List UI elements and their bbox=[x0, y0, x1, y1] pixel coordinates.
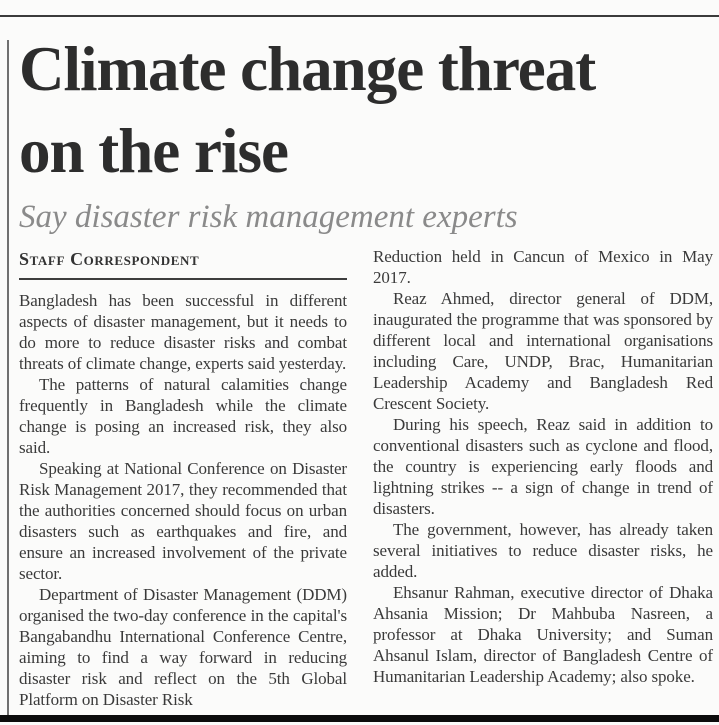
article-paragraph: The patterns of natural calamities change frequently in Bangladesh while the climate change is posing an increased risk, they also said. bbox=[19, 375, 347, 457]
article-paragraph: Reduction held in Cancun of Mexico in May 2017. bbox=[373, 247, 713, 287]
bottom-bar bbox=[0, 715, 719, 722]
article-paragraph: During his speech, Reaz said in addition to conventional disasters such as cyclone and flood, the country is experiencing early floods and lightning strikes -- a sign of change in trend of disasters. bbox=[373, 415, 713, 518]
left-vertical-rule bbox=[7, 40, 9, 716]
article bbox=[19, 28, 713, 710]
headline-line-2: on the rise bbox=[19, 116, 288, 186]
headline-line-1: Climate change threat bbox=[19, 34, 596, 104]
article-paragraph: Bangladesh has been successful in different aspects of disaster management, but it needs to do more to reduce disaster risks and combat threats of climate change, experts said yesterday. bbox=[19, 291, 347, 373]
top-rule bbox=[0, 15, 719, 17]
headline bbox=[19, 28, 713, 192]
article-paragraph: Reaz Ahmed, director general of DDM, inaugurated the programme that was sponsored by different local and international organisations including Care, UNDP, Brac, Humanitarian Leadership Academy and Bangladesh Red Crescent Society. bbox=[373, 289, 713, 413]
byline: Staff Correspondent bbox=[19, 249, 200, 269]
byline-rule bbox=[19, 278, 347, 280]
article-column-right bbox=[373, 246, 713, 687]
article-paragraph: Department of Disaster Management (DDM) organised the two-day conference in the capital's Bangabandhu International Conference Centre, aiming to find a way forward in reducing disaster risk and reflect on the 5th Global Platform on Disaster Risk bbox=[19, 585, 347, 709]
article-paragraph: The government, however, has already taken several initiatives to reduce disaster risks, he added. bbox=[373, 520, 713, 581]
article-column-left bbox=[19, 246, 347, 710]
article-columns bbox=[19, 246, 713, 710]
article-paragraph: Ehsanur Rahman, executive director of Dhaka Ahsania Mission; Dr Mahbuba Nasreen, a professor at Dhaka University; and Suman Ahsanul Islam, director of Bangladesh Centre of Humanitarian Leadership Academy; also spoke. bbox=[373, 583, 713, 686]
subheadline: Say disaster risk management experts bbox=[19, 199, 518, 235]
article-paragraph: Speaking at National Conference on Disaster Risk Management 2017, they recommended that the authorities concerned should focus on urban disasters such as earthquakes and fire, and ensure an increased involvement of the private sector. bbox=[19, 459, 347, 583]
